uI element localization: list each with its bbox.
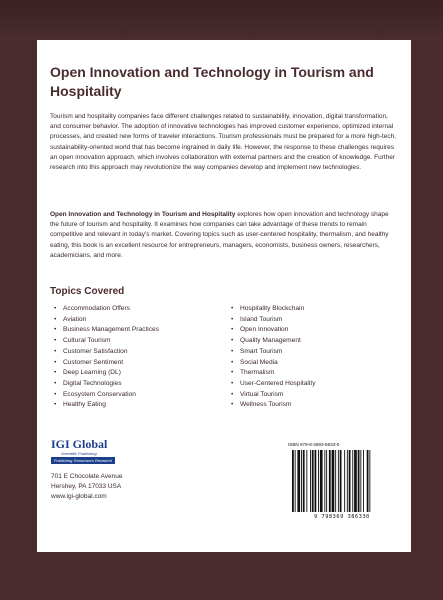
topic-item xyxy=(54,336,159,347)
topic-label: Customer Satisfaction xyxy=(63,347,128,355)
logo-name: IGI Global xyxy=(51,437,108,451)
address-city: Hershey, PA 17033 USA xyxy=(51,483,122,491)
topic-label: Customer Sentiment xyxy=(63,358,124,366)
publisher-address xyxy=(51,472,122,503)
summary-book-title: Open Innovation and Technology in Tourism and Hospitality xyxy=(50,211,236,218)
barcode-bar xyxy=(324,450,325,512)
content-panel xyxy=(37,40,411,552)
topic-item xyxy=(231,304,316,315)
topic-label: Island Tourism xyxy=(240,315,283,323)
topic-item xyxy=(54,358,159,369)
bullet-icon: • xyxy=(54,315,57,323)
publisher-logo xyxy=(51,438,115,474)
isbn-barcode xyxy=(286,442,398,524)
topic-label: User-Centered Hospitality xyxy=(240,379,316,387)
summary-paragraph xyxy=(50,210,398,261)
barcode-bar xyxy=(318,450,319,512)
bullet-icon: • xyxy=(231,305,234,312)
topic-item xyxy=(231,379,316,390)
topic-item xyxy=(54,400,159,411)
topic-item xyxy=(54,315,159,326)
bullet-icon: • xyxy=(54,390,57,398)
topic-item xyxy=(54,347,159,358)
barcode-bar xyxy=(335,450,336,512)
topic-item xyxy=(231,315,316,326)
barcode-bar xyxy=(292,450,294,512)
bullet-icon: • xyxy=(54,337,57,345)
bullet-icon: • xyxy=(54,326,57,334)
topic-item xyxy=(231,325,316,336)
topic-item xyxy=(231,390,316,401)
barcode-bar xyxy=(349,450,351,512)
bullet-icon: • xyxy=(231,369,234,377)
topic-item xyxy=(54,325,159,336)
topic-label: Digital Technologies xyxy=(63,379,122,387)
topic-item xyxy=(54,379,159,390)
barcode-bar xyxy=(354,450,357,512)
barcode-bar xyxy=(344,450,345,512)
barcode-bar xyxy=(360,450,361,512)
barcode-bar xyxy=(306,450,307,512)
bullet-icon: • xyxy=(231,315,234,323)
bullet-icon: • xyxy=(231,390,234,398)
barcode-bar xyxy=(320,450,323,512)
barcode-bar xyxy=(295,450,296,512)
barcode-bar xyxy=(367,450,369,512)
topic-item xyxy=(54,368,159,379)
logo-subtitle: Scientific Publishing xyxy=(61,451,97,456)
bullet-icon: • xyxy=(231,337,234,345)
topic-label: Social Media xyxy=(240,358,278,366)
topic-item xyxy=(54,304,159,315)
bullet-icon: • xyxy=(231,358,234,366)
barcode-digits: 9 798369 386330 xyxy=(314,514,370,520)
bullet-icon: • xyxy=(231,401,234,409)
topic-item xyxy=(231,368,316,379)
topic-label: Open Innovation xyxy=(240,326,289,334)
bullet-icon: • xyxy=(54,305,57,312)
topics-list-left xyxy=(54,304,159,411)
bullet-icon: • xyxy=(54,358,57,366)
topic-item xyxy=(231,400,316,411)
bottom-border xyxy=(0,552,443,600)
barcode-bar xyxy=(363,450,364,512)
topic-item xyxy=(231,358,316,369)
topic-label: Aviation xyxy=(63,315,87,323)
topic-label: Wellness Tourism xyxy=(240,401,292,409)
description-paragraph: Tourism and hospitality companies face different challenges related to sustainability, innovation, digital transformation, and consumer behavior. The adoption of innovative technologies has improved customer experience, optimized internal processes, and created new forms of traveler interactions. Tourism professionals must be prepared for a more high-tech, sustainability-oriented world that has become ingrained in daily life. However, the response to these challenges requires an open innovation approach, which involves collaboration with external partners and the creation of knowledge. Further research into this approach may revolutionize the way companies develop and implement new technologies. xyxy=(50,113,396,172)
book-title: Open Innovation and Technology in Tourism and Hospitality xyxy=(50,64,374,99)
isbn-label: ISBN 979-8-3693-8633-0 xyxy=(288,442,340,447)
barcode-bars xyxy=(290,450,394,512)
topic-label: Accommodation Offers xyxy=(63,305,130,312)
bullet-icon: • xyxy=(231,326,234,334)
barcode-bar xyxy=(315,450,317,512)
barcode-bar xyxy=(310,450,311,512)
barcode-bar xyxy=(312,450,314,512)
topics-heading: Topics Covered xyxy=(50,286,125,297)
topic-item xyxy=(54,390,159,401)
topic-label: Cultural Tourism xyxy=(63,337,111,345)
barcode-bar xyxy=(358,450,360,512)
barcode-bar xyxy=(340,450,342,512)
barcode-bar xyxy=(329,450,331,512)
summary-text: explores how open innovation and technology shape the future of tourism and hospitality. It examines how companies can take advantage of these trends to remain competitive and relevant in today's market. Covering topics such as user-centered hospitality, thermalism, and healthy eating, this book is an excellent resource for entrepreneurs, managers, economists, business owners, researchers, academicians, and more. xyxy=(50,211,389,259)
publisher-website: www.igi-global.com xyxy=(51,493,107,501)
topic-label: Healthy Eating xyxy=(63,401,106,409)
top-border xyxy=(0,0,443,40)
topic-label: Deep Learning (DL) xyxy=(63,369,121,377)
barcode-bar xyxy=(326,450,327,512)
topic-label: Business Management Practices xyxy=(63,326,160,334)
barcode-bar xyxy=(303,450,305,512)
barcode-bar xyxy=(352,450,353,512)
topic-label: Quality Management xyxy=(240,337,301,345)
topic-label: Ecosystem Conservation xyxy=(63,390,136,398)
bullet-icon: • xyxy=(54,379,57,387)
bullet-icon: • xyxy=(231,379,234,387)
barcode-bar xyxy=(297,450,300,512)
bullet-icon: • xyxy=(54,347,57,355)
barcode-bar xyxy=(369,450,370,512)
barcode-bar xyxy=(332,450,335,512)
topic-label: Hospitality Blockchain xyxy=(240,305,305,312)
logo-tagline: Publishing Tomorrow's Research Today xyxy=(51,457,115,464)
address-street: 701 E Chocolate Avenue xyxy=(51,473,123,480)
bullet-icon: • xyxy=(54,369,57,377)
barcode-bar xyxy=(338,450,339,512)
barcode-bar xyxy=(347,450,348,512)
topics-list-right xyxy=(231,304,316,411)
barcode-bar xyxy=(301,450,302,512)
topic-label: Smart Tourism xyxy=(240,347,283,355)
topic-label: Thermalism xyxy=(240,369,275,377)
topic-item xyxy=(231,347,316,358)
topic-item xyxy=(231,336,316,347)
bullet-icon: • xyxy=(231,347,234,355)
bullet-icon: • xyxy=(54,401,57,409)
topic-label: Virtual Tourism xyxy=(240,390,284,398)
